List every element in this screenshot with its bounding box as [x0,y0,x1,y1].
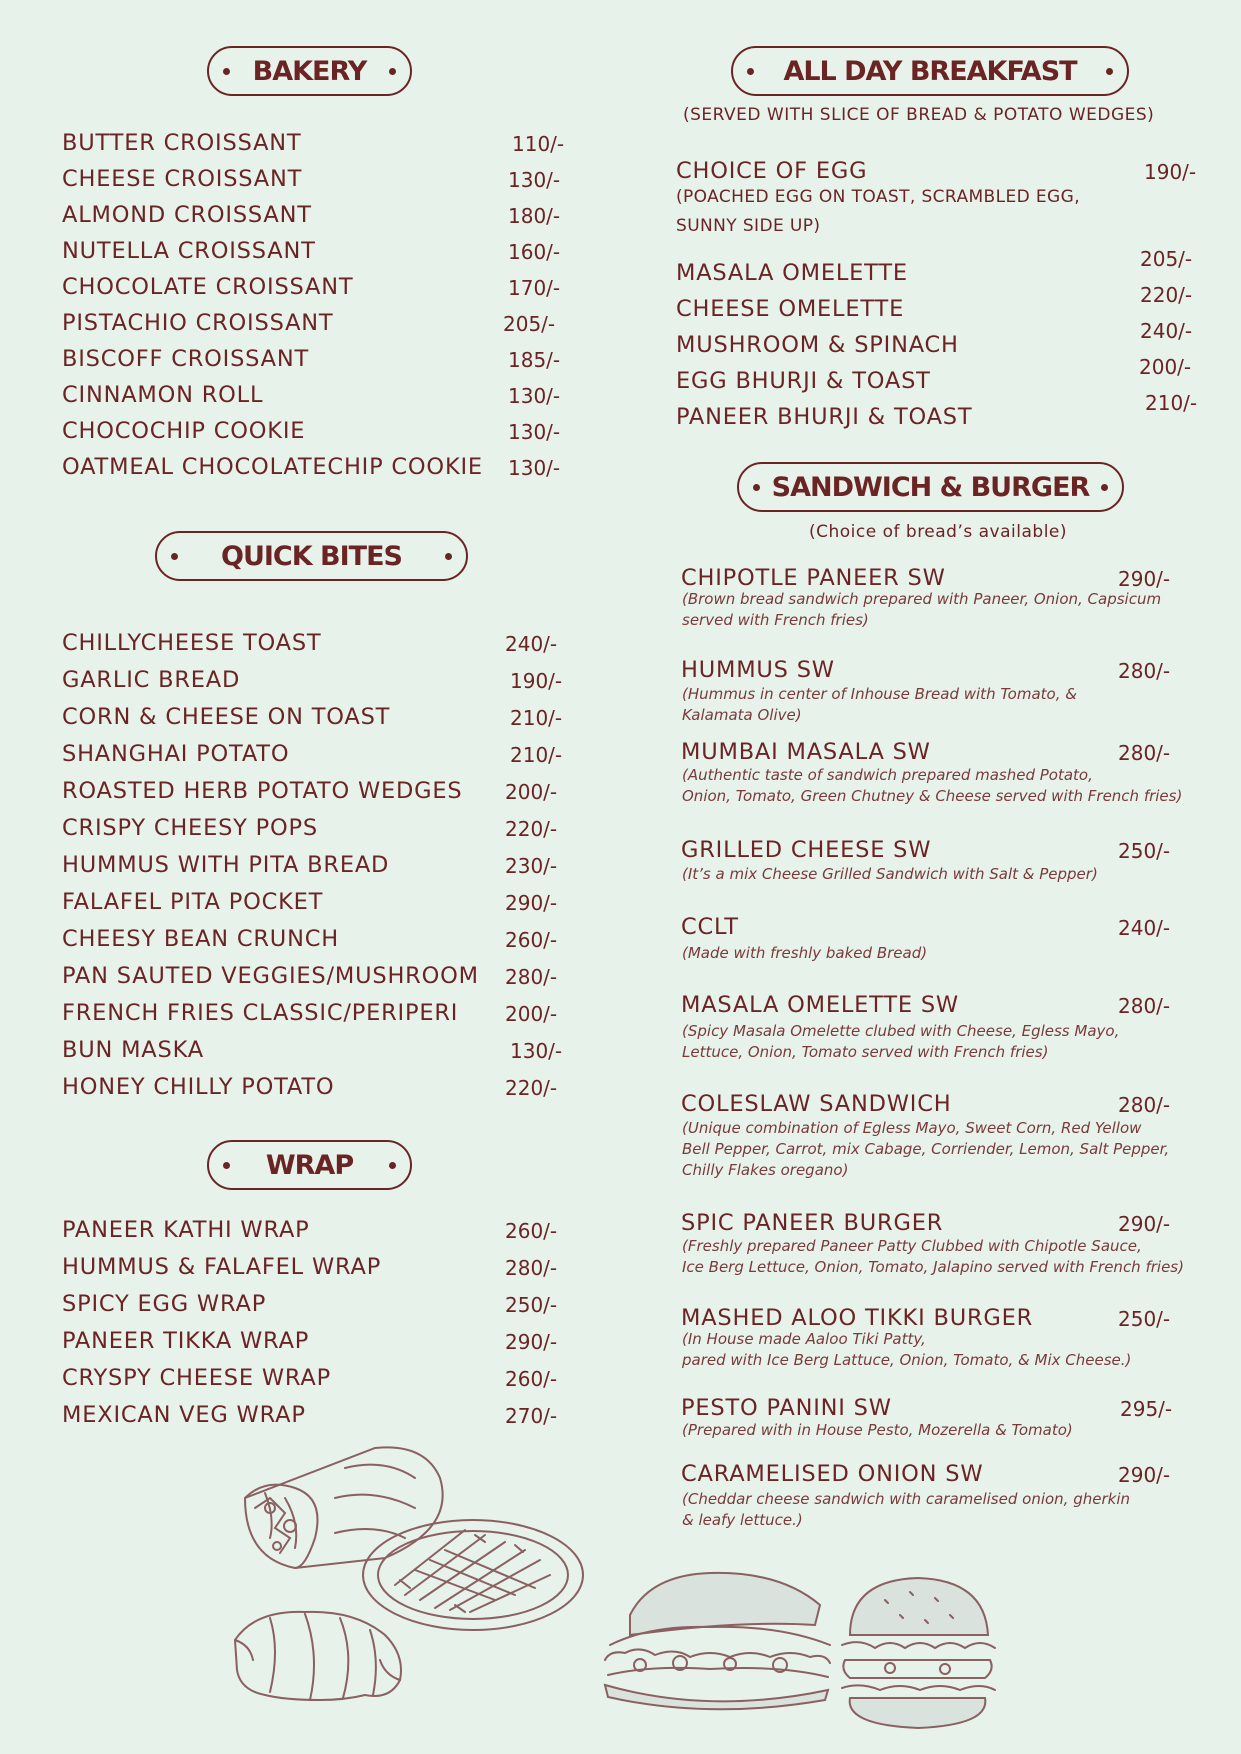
menu-item-price: 160/- [508,240,561,264]
menu-item-name: CHOICE OF EGG [676,158,868,184]
breakfast-header [731,46,1129,96]
menu-item-name: NUTELLA CROISSANT [62,238,316,264]
menu-item-name: MASHED ALOO TIKKI BURGER [681,1305,1034,1331]
menu-item-description [682,589,1241,631]
menu-item-price: 220/- [505,1076,558,1100]
menu-item-price: 280/- [505,965,558,989]
menu-item-name: FALAFEL PITA POCKET [62,889,324,915]
menu-item-price: 280/- [1118,741,1171,765]
menu-item-price: 200/- [505,1002,558,1026]
menu-item-name: OATMEAL CHOCOLATECHIP COOKIE [62,454,483,480]
menu-item-name: PANEER BHURJI & TOAST [676,404,973,430]
bullet-dot [445,553,452,560]
menu-item-price: 200/- [1139,355,1192,379]
menu-item-price: 250/- [1118,839,1171,863]
menu-item-name: ALMOND CROISSANT [62,202,312,228]
menu-item-name: PANEER TIKKA WRAP [62,1328,310,1354]
burger-illustration [830,1570,1005,1735]
menu-item-name: MASALA OMELETTE SW [681,992,959,1018]
description-line: (In House made Aaloo Tiki Patty, [682,1330,926,1348]
menu-item-name: FRENCH FRIES CLASSIC/PERIPERI [62,1000,459,1026]
menu-item-name: CHOCOLATE CROISSANT [62,274,354,300]
menu-item-description [682,1021,1241,1063]
menu-item-price: 180/- [508,204,561,228]
bakery-header [207,46,412,96]
sandwich-header [737,462,1124,512]
menu-item-name: MUSHROOM & SPINACH [676,332,959,358]
menu-item-price: 240/- [505,632,558,656]
wrap-header [207,1140,412,1190]
menu-item-name: ROASTED HERB POTATO WEDGES [62,778,463,804]
wrap-title: WRAP [265,1149,354,1181]
menu-item-name: CHOCOCHIP COOKIE [62,418,306,444]
description-line: (Authentic taste of sandwich prepared mashed Potato, [682,766,1093,784]
sandwich-illustration [590,1565,840,1715]
menu-item-name: CHIPOTLE PANEER SW [681,565,946,591]
menu-item-price: 205/- [503,312,556,336]
menu-item-price: 210/- [510,706,563,730]
menu-item-name: CINNAMON ROLL [62,382,264,408]
bullet-dot [1101,484,1108,491]
description-line: Bell Pepper, Carrot, mix Cabage, Corriender, Lemon, Salt Pepper, [682,1140,1170,1158]
menu-item-name: CCLT [681,914,739,940]
menu-item-name: CARAMELISED ONION SW [681,1461,984,1487]
menu-item-price: 110/- [512,132,565,156]
menu-item-price: 210/- [1145,391,1198,415]
menu-item-price: 260/- [505,928,558,952]
menu-item-price: 290/- [1118,1463,1171,1487]
menu-item-name: PANEER KATHI WRAP [62,1217,310,1243]
menu-item-name: HUMMUS & FALAFEL WRAP [62,1254,382,1280]
description-line: pared with Ice Berg Lattuce, Onion, Tomato, & Mix Cheese.) [682,1351,1132,1369]
quick-bites-header [155,531,468,581]
description-line: (Hummus in center of Inhouse Bread with Tomato, & [682,685,1077,703]
menu-item-price: 130/- [508,420,561,444]
bakery-title: BAKERY [252,55,367,87]
description-line: Chilly Flakes oregano) [682,1161,849,1179]
menu-item-price: 220/- [505,817,558,841]
menu-item-description [682,1420,1241,1441]
menu-item-price: 290/- [1118,567,1171,591]
menu-item-description [682,765,1241,807]
menu-item-name: HONEY CHILLY POTATO [62,1074,335,1100]
menu-item-name: BISCOFF CROISSANT [62,346,310,372]
menu-item-price: 295/- [1120,1397,1173,1421]
menu-item-name: SHANGHAI POTATO [62,741,290,767]
menu-item-price: 130/- [508,456,561,480]
menu-item-price: 190/- [1144,160,1197,184]
menu-item-price: 250/- [505,1293,558,1317]
menu-item-description [682,1489,1241,1531]
menu-item-name: BUN MASKA [62,1037,204,1063]
menu-item-note: SUNNY SIDE UP) [676,216,821,236]
description-line: Lettuce, Onion, Tomato served with French fries) [682,1043,1049,1061]
menu-item-name: PISTACHIO CROISSANT [62,310,334,336]
menu-item-price: 290/- [1118,1212,1171,1236]
menu-item-price: 230/- [505,854,558,878]
menu-item-name: EGG BHURJI & TOAST [676,368,931,394]
menu-item-price: 260/- [505,1219,558,1243]
menu-item-price: 210/- [510,743,563,767]
menu-item-name: HUMMUS SW [681,657,835,683]
menu-item-price: 290/- [505,891,558,915]
menu-item-price: 280/- [505,1256,558,1280]
menu-item-price: 130/- [510,1039,563,1063]
menu-item-price: 260/- [505,1367,558,1391]
menu-item-price: 240/- [1118,916,1171,940]
menu-item-name: CHEESE OMELETTE [676,296,905,322]
menu-item-description [682,1118,1241,1181]
menu-item-price: 280/- [1118,1093,1171,1117]
menu-item-price: 170/- [508,276,561,300]
menu-item-name: PESTO PANINI SW [681,1395,892,1421]
menu-item-price: 130/- [508,384,561,408]
bullet-dot [223,68,230,75]
menu-item-name: SPIC PANEER BURGER [681,1210,944,1236]
description-line: & leafy lettuce.) [682,1511,803,1529]
menu-item-name: PAN SAUTED VEGGIES/MUSHROOM [62,963,479,989]
menu-item-name: SPICY EGG WRAP [62,1291,267,1317]
menu-item-description [682,684,1241,726]
menu-item-name: MUMBAI MASALA SW [681,739,931,765]
sandwich-title: SANDWICH & BURGER [771,471,1090,503]
menu-item-name: COLESLAW SANDWICH [681,1091,952,1117]
menu-item-price: 280/- [1118,994,1171,1018]
description-line: Ice Berg Lettuce, Onion, Tomato, Jalapino served with French fries) [682,1258,1184,1276]
menu-item-price: 290/- [505,1330,558,1354]
menu-item-name: GRILLED CHEESE SW [681,837,932,863]
bullet-dot [1106,68,1113,75]
description-line: (It’s a mix Cheese Grilled Sandwich with Salt & Pepper) [682,865,1098,883]
menu-item-description [682,943,1241,964]
breakfast-subtitle: (SERVED WITH SLICE OF BREAD & POTATO WEDGES) [683,105,1155,125]
description-line: (Made with freshly baked Bread) [682,944,928,962]
menu-item-price: 185/- [508,348,561,372]
menu-item-name: MEXICAN VEG WRAP [62,1402,306,1428]
menu-item-name: HUMMUS WITH PITA BREAD [62,852,390,878]
menu-item-name: CORN & CHEESE ON TOAST [62,704,391,730]
bullet-dot [389,68,396,75]
menu-item-name: GARLIC BREAD [62,667,241,693]
menu-item-name: CHEESY BEAN CRUNCH [62,926,339,952]
croissant-illustration [225,1600,410,1710]
description-line: Onion, Tomato, Green Chutney & Cheese served with French fries) [682,787,1183,805]
quick-bites-title: QUICK BITES [221,540,402,572]
bullet-dot [753,484,760,491]
description-line: (Cheddar cheese sandwich with caramelised onion, gherkin [682,1490,1131,1508]
sandwich-subtitle: (Choice of bread’s available) [809,522,1068,542]
bullet-dot [747,68,754,75]
menu-item-name: CRISPY CHEESY POPS [62,815,319,841]
breakfast-title: ALL DAY BREAKFAST [783,55,1077,87]
description-line: (Brown bread sandwich prepared with Paneer, Onion, Capsicum [682,590,1162,608]
menu-item-description [682,1329,1241,1371]
menu-item-price: 250/- [1118,1307,1171,1331]
bullet-dot [223,1162,230,1169]
description-line: (Spicy Masala Omelette clubed with Cheese, Egless Mayo, [682,1022,1120,1040]
description-line: (Unique combination of Egless Mayo, Sweet Corn, Red Yellow [682,1119,1142,1137]
bullet-dot [389,1162,396,1169]
menu-item-price: 200/- [505,780,558,804]
menu-item-price: 130/- [508,168,561,192]
menu-item-price: 205/- [1140,247,1193,271]
menu-item-price: 270/- [505,1404,558,1428]
menu-item-name: CHILLYCHEESE TOAST [62,630,322,656]
bullet-dot [171,553,178,560]
menu-item-price: 280/- [1118,659,1171,683]
menu-item-price: 240/- [1140,319,1193,343]
menu-item-description [682,1236,1241,1278]
menu-item-price: 190/- [510,669,563,693]
menu-item-description [682,864,1241,885]
menu-item-name: MASALA OMELETTE [676,260,908,286]
menu-item-price: 220/- [1140,283,1193,307]
menu-item-note: (POACHED EGG ON TOAST, SCRAMBLED EGG, [676,187,1080,207]
description-line: (Prepared with in House Pesto, Mozerella & Tomato) [682,1421,1073,1439]
menu-item-name: BUTTER CROISSANT [62,130,302,156]
description-line: Kalamata Olive) [682,706,802,724]
description-line: served with French fries) [682,611,869,629]
description-line: (Freshly prepared Paneer Patty Clubbed with Chipotle Sauce, [682,1237,1142,1255]
menu-item-name: CRYSPY CHEESE WRAP [62,1365,331,1391]
menu-item-name: CHEESE CROISSANT [62,166,303,192]
